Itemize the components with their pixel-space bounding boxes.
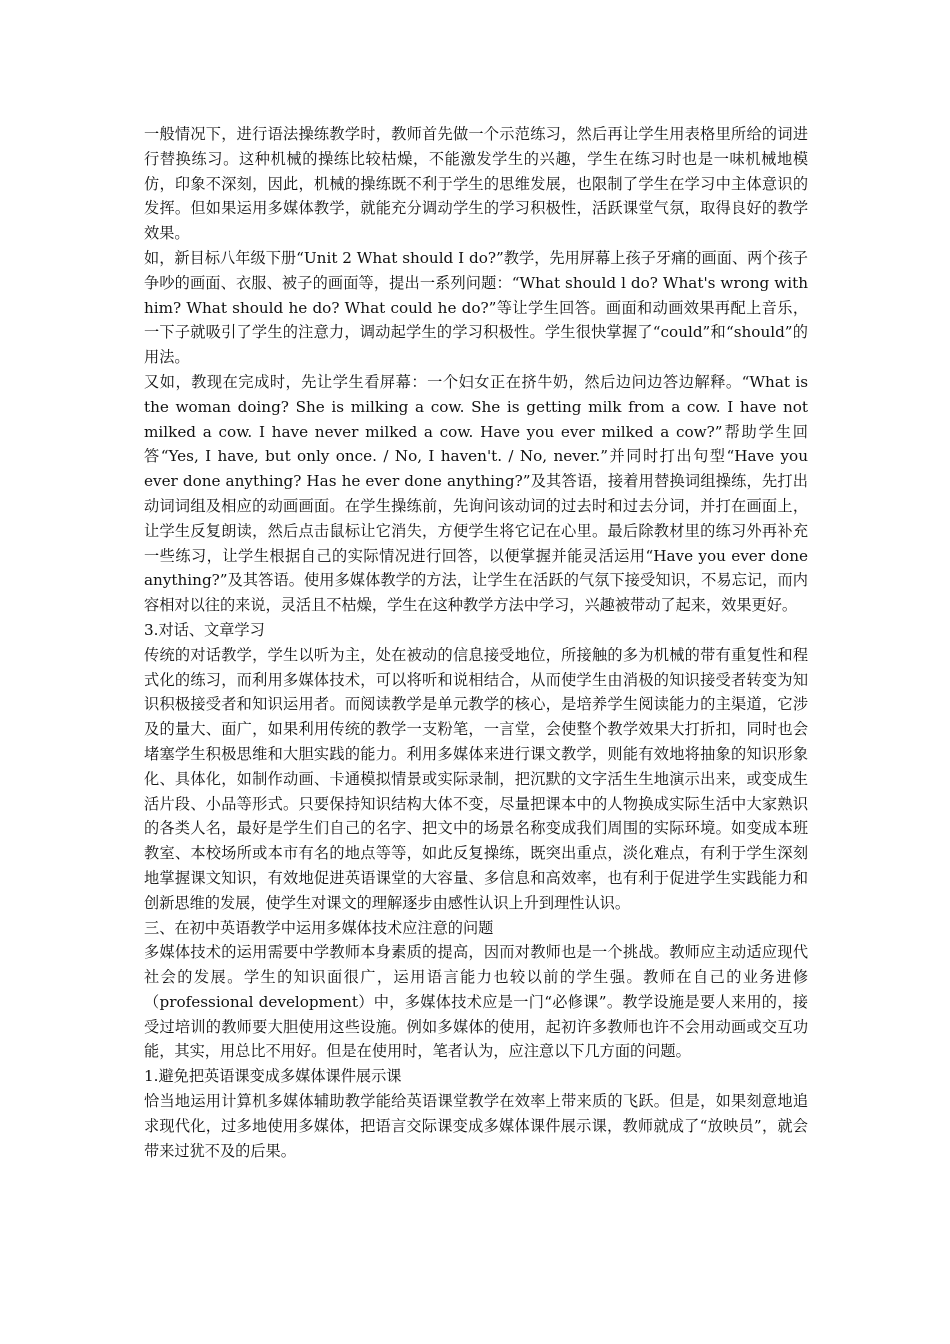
paragraph-present-perfect-example: 又如，教现在完成时，先让学生看屏幕：一个妇女正在挤牛奶，然后边问边答边解释。“What is the woman doing? She is milking a cow. She is getting milk from a cow. I have not milked a cow. I have never milked a cow. Have you ever milked a cow?”帮助学生回答“Yes, I have, but only once. / No, I haven't. / No, never.”并同时打出句型“Have you ever done anything? Has he ever done anything?”及其答语，接着用替换词组操练，先打出动词词组及相应的动画画面。在学生操练前，先询问该动词的过去时和过去分词，并打在画面上，让学生反复朗读，然后点击鼠标让它消失，方便学生将它记在心里。最后除教材里的练习外再补充一些练习，让学生根据自己的实际情况进行回答，以便掌握并能灵活运用“Have you ever done anything?”及其答语。使用多媒体教学的方法，让学生在活跃的气氛下接受知识，不易忘记，而内容相对以往的来说，灵活且不枯燥，学生在这种教学方法中学习，兴趣被带动了起来，效果更好。 — [144, 372, 808, 615]
section-heading-cautions: 三、在初中英语教学中运用多媒体技术应注意的问题 — [144, 918, 494, 937]
paragraph-dialogue-reading: 传统的对话教学，学生以听为主，处在被动的信息接受地位，所接触的多为机械的带有重复性和程式化的练习，而利用多媒体技术，可以将听和说相结合，从而使学生由消极的知识接受者转变为知识积极接受者和知识运用者。而阅读教学是单元教学的核心，是培养学生阅读能力的主渠道，它涉及的量大、面广，如果利用传统的教学一支粉笔，一言堂，会使整个教学效果大打折扣，同时也会堵塞学生积极思维和大胆实践的能力。利用多媒体来进行课文教学，则能有效地将抽象的知识形象化、具体化，如制作动画、卡通模拟情景或实际录制，把沉默的文字活生生地演示出来，或变成生活片段、小品等形式。只要保持知识结构大体不变，尽量把课本中的人物换成实际生活中大家熟识的各类人名，最好是学生们自己的名字、把文中的场景名称变成我们周围的实际环境。如变成本班教室、本校场所或本市有名的地点等等，如此反复操练，既突出重点，淡化难点，有利于学生深刻地掌握课文知识，有效地促进英语课堂的大容量、多信息和高效率，也有利于促进学生实践能力和创新思维的发展，使学生对课文的理解逐步由感性认识上升到理性认识。 — [144, 645, 808, 912]
document-body — [144, 122, 808, 1163]
paragraph-avoid-showcase: 恰当地运用计算机多媒体辅助教学能给英语课堂教学在效率上带来质的飞跃。但是，如果刻意地追求现代化，过多地使用多媒体，把语言交际课变成多媒体课件展示课，教师就成了“放映员”，就会带来过犹不及的后果。 — [144, 1092, 808, 1160]
section-heading-dialogue-reading: 3.对话、文章学习 — [144, 620, 265, 639]
paragraph-unit2-example: 如，新目标八年级下册“Unit 2 What should I do?”教学，先用屏幕上孩子牙痛的画面、两个孩子争吵的画面、衣服、被子的画面等，提出一系列问题：“What should l do? What's wrong with him? What should he do? What could he do?”等让学生回答。画面和动画效果再配上音乐，一下子就吸引了学生的注意力，调动起学生的学习积极性。学生很快掌握了“could”和“should”的用法。 — [144, 248, 808, 367]
paragraph-grammar-drill-intro: 一般情况下，进行语法操练教学时，教师首先做一个示范练习，然后再让学生用表格里所给的词进行替换练习。这种机械的操练比较枯燥，不能激发学生的兴趣，学生在练习时也是一味机械地模仿，印象不深刻，因此，机械的操练既不利于学生的思维发展，也限制了学生在学习中主体意识的发挥。但如果运用多媒体教学，就能充分调动学生的学习积极性，活跃课堂气氛，取得良好的教学效果。 — [144, 125, 808, 243]
paragraph-teacher-challenge: 多媒体技术的运用需要中学教师本身素质的提高，因而对教师也是一个挑战。教师应主动适应现代社会的发展。学生的知识面很广，运用语言能力也较以前的学生强。教师在自己的业务进修（professional development）中，多媒体技术应是一门“必修课”。教学设施是要人来用的，接受过培训的教师要大胆使用这些设施。例如多媒体的使用，起初许多教师也许不会用动画或交互功能，其实，用总比不用好。但是在使用时，笔者认为，应注意以下几方面的问题。 — [144, 943, 808, 1061]
section-heading-avoid-showcase: 1.避免把英语课变成多媒体课件展示课 — [144, 1067, 402, 1086]
